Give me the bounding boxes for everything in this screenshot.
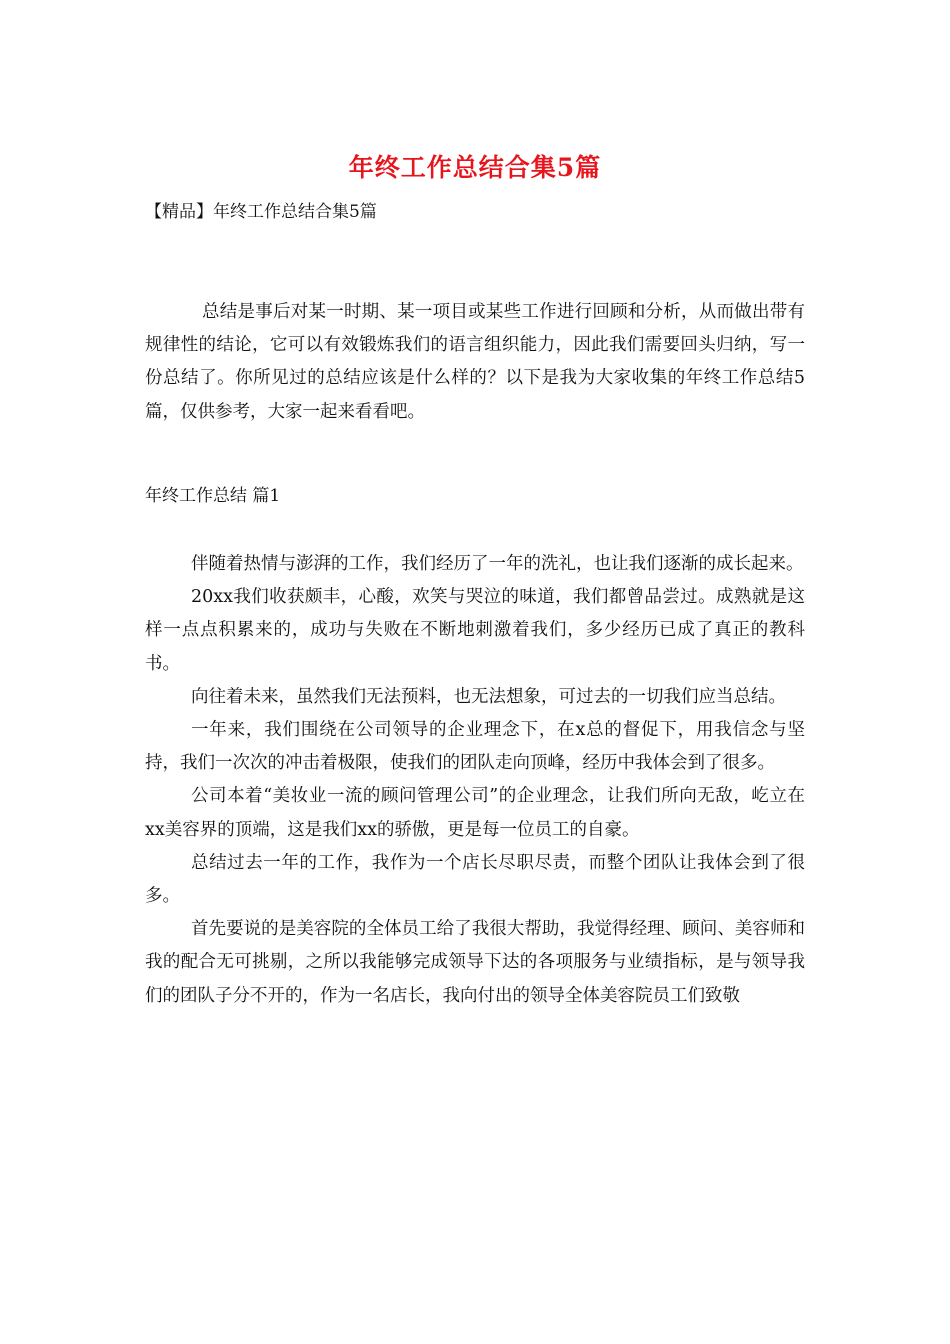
paragraph: 总结过去一年的工作，我作为一个店长尽职尽责，而整个团队让我体会到了很多。 — [145, 852, 805, 907]
section-body — [145, 548, 805, 1013]
paragraph: 公司本着“美妆业一流的顾问管理公司”的企业理念，让我们所向无敌，屹立在xx美容界的顶端，这是我们xx的骄傲，更是每一位员工的自豪。 — [145, 786, 805, 840]
paragraph: 伴随着热情与澎湃的工作，我们经历了一年的洗礼，也让我们逐渐的成长起来。 — [191, 554, 804, 574]
paragraph: 一年来，我们围绕在公司领导的企业理念下，在x总的督促下，用我信念与坚持，我们一次次的冲击着极限，使我们的团队走向顶峰，经历中我体会到了很多。 — [145, 720, 805, 774]
paragraph: 向往着未来，虽然我们无法预料，也无法想象，可过去的一切我们应当总结。 — [191, 686, 786, 707]
section-heading: 年终工作总结 篇1 — [145, 486, 281, 506]
paragraph: 20xx我们收获颇丰，心酸，欢笑与哭泣的味道，我们都曾品尝过。成熟就是这样一点点积累来的，成功与失败在不断地刺激着我们，多少经历已成了真正的教科书。 — [145, 587, 805, 674]
intro-paragraph: 总结是事后对某一时期、某一项目或某些工作进行回顾和分析，从而做出带有规律性的结论，它可以有效锻炼我们的语言组织能力，因此我们需要回头归纳，写一份总结了。你所见过的总结应该是什么样的？以下是我为大家收集的年终工作总结5篇，仅供参考，大家一起来看看吧。 — [145, 302, 805, 422]
paragraph: 首先要说的是美容院的全体员工给了我很大帮助，我觉得经理、顾问、美容师和我的配合无可挑剔，之所以我能够完成领导下达的各项服务与业绩指标，是与领导我们的团队子分不开的，作为一名店长，我向付出的领导全体美容院员工们致敬 — [145, 919, 805, 1006]
document-title: 年终工作总结合集5篇 — [348, 153, 602, 182]
document-subtitle: 【精品】年终工作总结合集5篇 — [145, 202, 377, 222]
